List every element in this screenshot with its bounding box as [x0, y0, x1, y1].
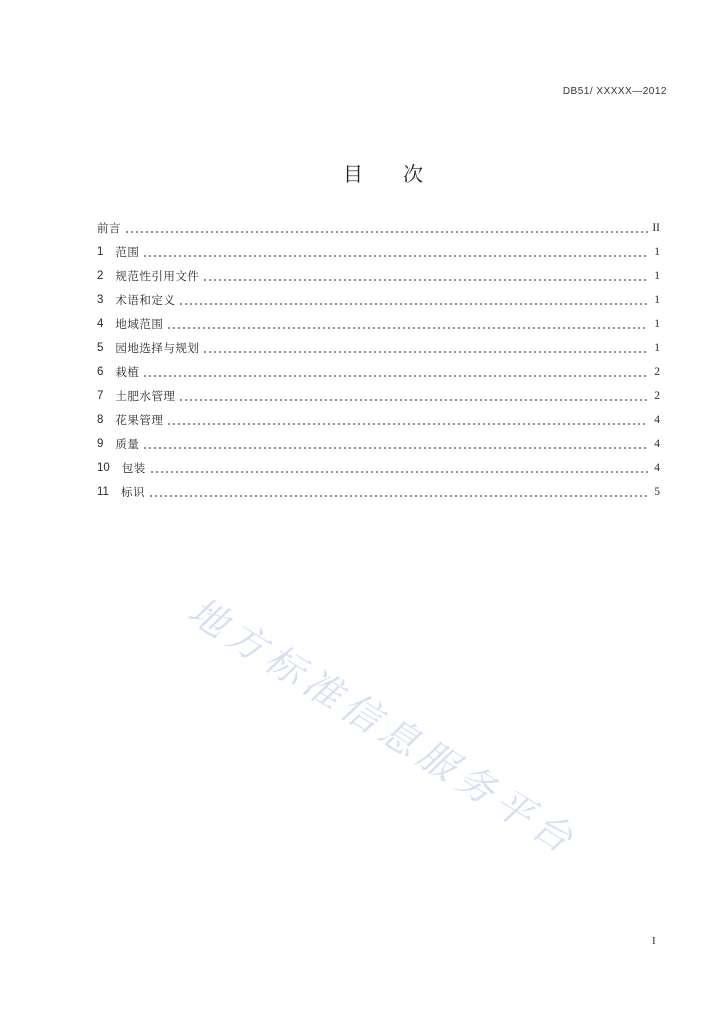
dot-leader	[144, 240, 648, 264]
toc-entry-number: 1	[97, 246, 104, 258]
toc-entry-page: 4	[654, 414, 660, 426]
standard-code-header: DB51/ XXXXX—2012	[562, 86, 667, 97]
toc-entry-label: 质量	[115, 437, 140, 451]
toc-entry-page: 4	[654, 462, 660, 474]
toc-entry-number: 9	[97, 438, 104, 450]
toc-entry	[97, 264, 660, 288]
toc-entry-label: 规范性引用文件	[115, 269, 200, 283]
toc-entry-page: 4	[654, 438, 660, 450]
toc-entry-number: 3	[97, 294, 104, 306]
toc-entry	[97, 240, 660, 264]
toc-entry-number: 10	[97, 462, 110, 474]
toc-entry-page: 1	[654, 270, 660, 282]
toc-entry	[97, 360, 660, 384]
toc-entry-number: 7	[97, 390, 104, 402]
toc-entry-label: 园地选择与规划	[115, 341, 200, 355]
toc-entry-label: 范围	[115, 245, 140, 259]
page-title: 目 次	[343, 162, 433, 186]
toc-entry-page: II	[652, 222, 660, 234]
toc-entry	[97, 312, 660, 336]
toc-entry-number: 6	[97, 366, 104, 378]
toc-entry-page: 1	[654, 294, 660, 306]
dot-leader	[150, 480, 648, 504]
dot-leader	[168, 408, 648, 432]
toc-entry-label: 土肥水管理	[115, 389, 176, 403]
toc-entry-label: 术语和定义	[115, 293, 176, 307]
toc-entry-page: 1	[654, 246, 660, 258]
toc-entry-number: 8	[97, 414, 104, 426]
dot-leader	[204, 264, 648, 288]
toc-entry	[97, 432, 660, 456]
toc-entry-number: 5	[97, 342, 104, 354]
table-of-contents	[97, 216, 660, 504]
toc-entry-label: 花果管理	[115, 413, 164, 427]
toc-entry-label: 包装	[121, 461, 146, 475]
toc-entry-number: 4	[97, 318, 104, 330]
toc-entry	[97, 288, 660, 312]
watermark: 地方标准信息服务平台	[180, 588, 586, 865]
toc-entry	[97, 456, 660, 480]
toc-entry-label: 前言	[97, 221, 121, 235]
toc-entry-page: 1	[654, 318, 660, 330]
toc-entry	[97, 384, 660, 408]
toc-entry-label: 地域范围	[115, 317, 164, 331]
toc-entry	[97, 408, 660, 432]
dot-leader	[168, 312, 648, 336]
toc-entry-page: 5	[654, 486, 660, 498]
toc-entry-number: 2	[97, 270, 104, 282]
dot-leader	[180, 288, 648, 312]
dot-leader	[151, 456, 648, 480]
toc-entry-page: 2	[654, 366, 660, 378]
toc-entry-foreword	[97, 216, 660, 240]
dot-leader	[144, 432, 648, 456]
toc-entry-page: 2	[654, 390, 660, 402]
toc-entry	[97, 336, 660, 360]
dot-leader	[180, 384, 648, 408]
dot-leader	[144, 360, 648, 384]
dot-leader	[126, 216, 648, 240]
dot-leader	[204, 336, 648, 360]
toc-entry-label: 栽植	[115, 365, 140, 379]
toc-entry-page: 1	[654, 342, 660, 354]
toc-entry	[97, 480, 660, 504]
page-number: I	[652, 935, 656, 947]
toc-entry-label: 标识	[120, 485, 145, 499]
toc-entry-number: 11	[97, 486, 109, 498]
